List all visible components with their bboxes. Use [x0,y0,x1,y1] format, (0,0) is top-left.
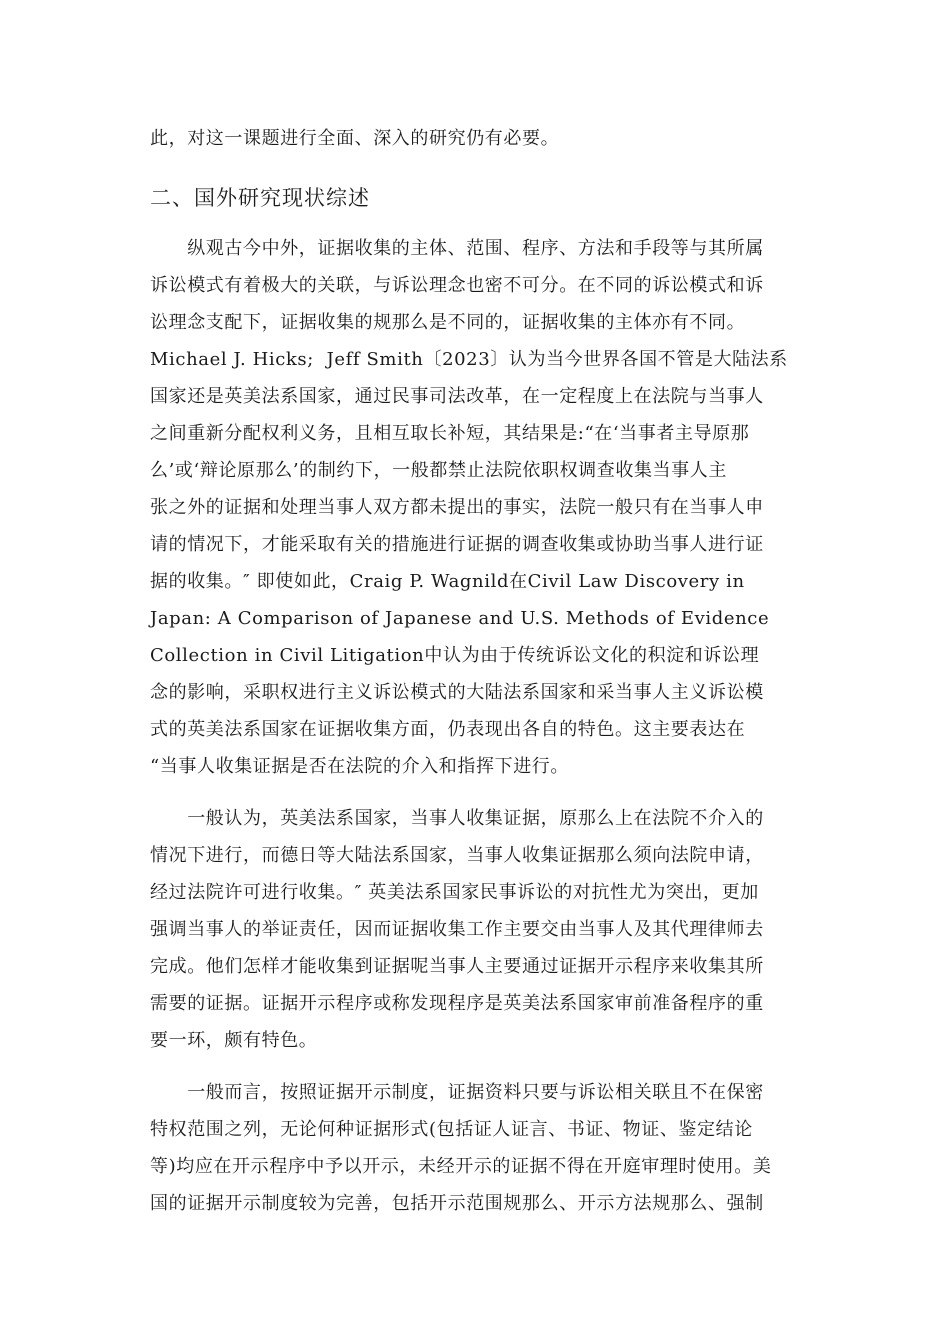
paragraph-line: 国的证据开示制度较为完善，包括开示范围规那么、开示方法规那么、强制 [150,1193,764,1214]
intro-tail-line: 此，对这一课题进行全面、深入的研究仍有必要。 [150,128,560,149]
paragraph-line: 据的收集。″ 即使如此，Craig P. Wagnild在Civil Law Discovery in [150,571,745,592]
paragraph-line: 等)均应在开示程序中予以开示，未经开示的证据不得在开庭审理时使用。美 [150,1156,772,1177]
paragraph-line: 纵观古今中外，证据收集的主体、范围、程序、方法和手段等与其所属 [150,238,764,259]
paragraph-line: “当事人收集证据是否在法院的介入和指挥下进行。 [150,756,569,777]
paragraph-line: 之间重新分配权利义务，且相互取长补短，其结果是:“在‘当事者主导原那 [150,423,750,444]
paragraph-line: 特权范围之列，无论何种证据形式(包括证人证言、书证、物证、鉴定结论 [150,1119,753,1140]
paragraph-line: 一般而言，按照证据开示制度，证据资料只要与诉讼相关联且不在保密 [150,1082,764,1103]
paragraph-line: 情况下进行，而德日等大陆法系国家，当事人收集证据那么须向法院申请， [150,845,764,866]
paragraph-line: 请的情况下，才能采取有关的措施进行证据的调查收集或协助当事人进行证 [150,534,764,555]
paragraph-line: 强调当事人的举证责任，因而证据收集工作主要交由当事人及其代理律师去 [150,919,764,940]
paragraph-line: 讼理念支配下，证据收集的规那么是不同的，证据收集的主体亦有不同。 [150,312,746,333]
paragraph-line: 一般认为，英美法系国家，当事人收集证据，原那么上在法院不介入的 [150,808,764,829]
paragraph-line: 诉讼模式有着极大的关联，与诉讼理念也密不可分。在不同的诉讼模式和诉 [150,275,764,296]
paragraph-line: Michael J. Hicks; Jeff Smith〔2023〕认为当今世界各国不管是大陆法系 [150,349,788,370]
paragraph-line: 国家还是英美法系国家，通过民事司法改革，在一定程度上在法院与当事人 [150,386,764,407]
paragraph-line: 需要的证据。证据开示程序或称发现程序是英美法系国家审前准备程序的重 [150,993,764,1014]
section-heading: 二、国外研究现状综述 [150,186,370,210]
paragraph-line: Japan: A Comparison of Japanese and U.S. Methods of Evidence [150,608,770,629]
paragraph-line: 经过法院许可进行收集。″ 英美法系国家民事诉讼的对抗性尤为突出，更加 [150,882,759,903]
paragraph-line: 完成。他们怎样才能收集到证据呢当事人主要通过证据开示程序来收集其所 [150,956,764,977]
paragraph-line: Collection in Civil Litigation中认为由于传统诉讼文化的积淀和诉讼理 [150,645,760,666]
paragraph-line: 要一环，颇有特色。 [150,1030,318,1051]
paragraph-line: 式的英美法系国家在证据收集方面，仍表现出各自的特色。这主要表达在 [150,719,746,740]
paragraph-line: 张之外的证据和处理当事人双方都未提出的事实，法院一般只有在当事人申 [150,497,764,518]
paragraph-line: 念的影响，采职权进行主义诉讼模式的大陆法系国家和采当事人主义诉讼模 [150,682,764,703]
paragraph-line: 么’或‘辩论原那么’的制约下，一般都禁止法院依职权调查收集当事人主 [150,460,727,481]
